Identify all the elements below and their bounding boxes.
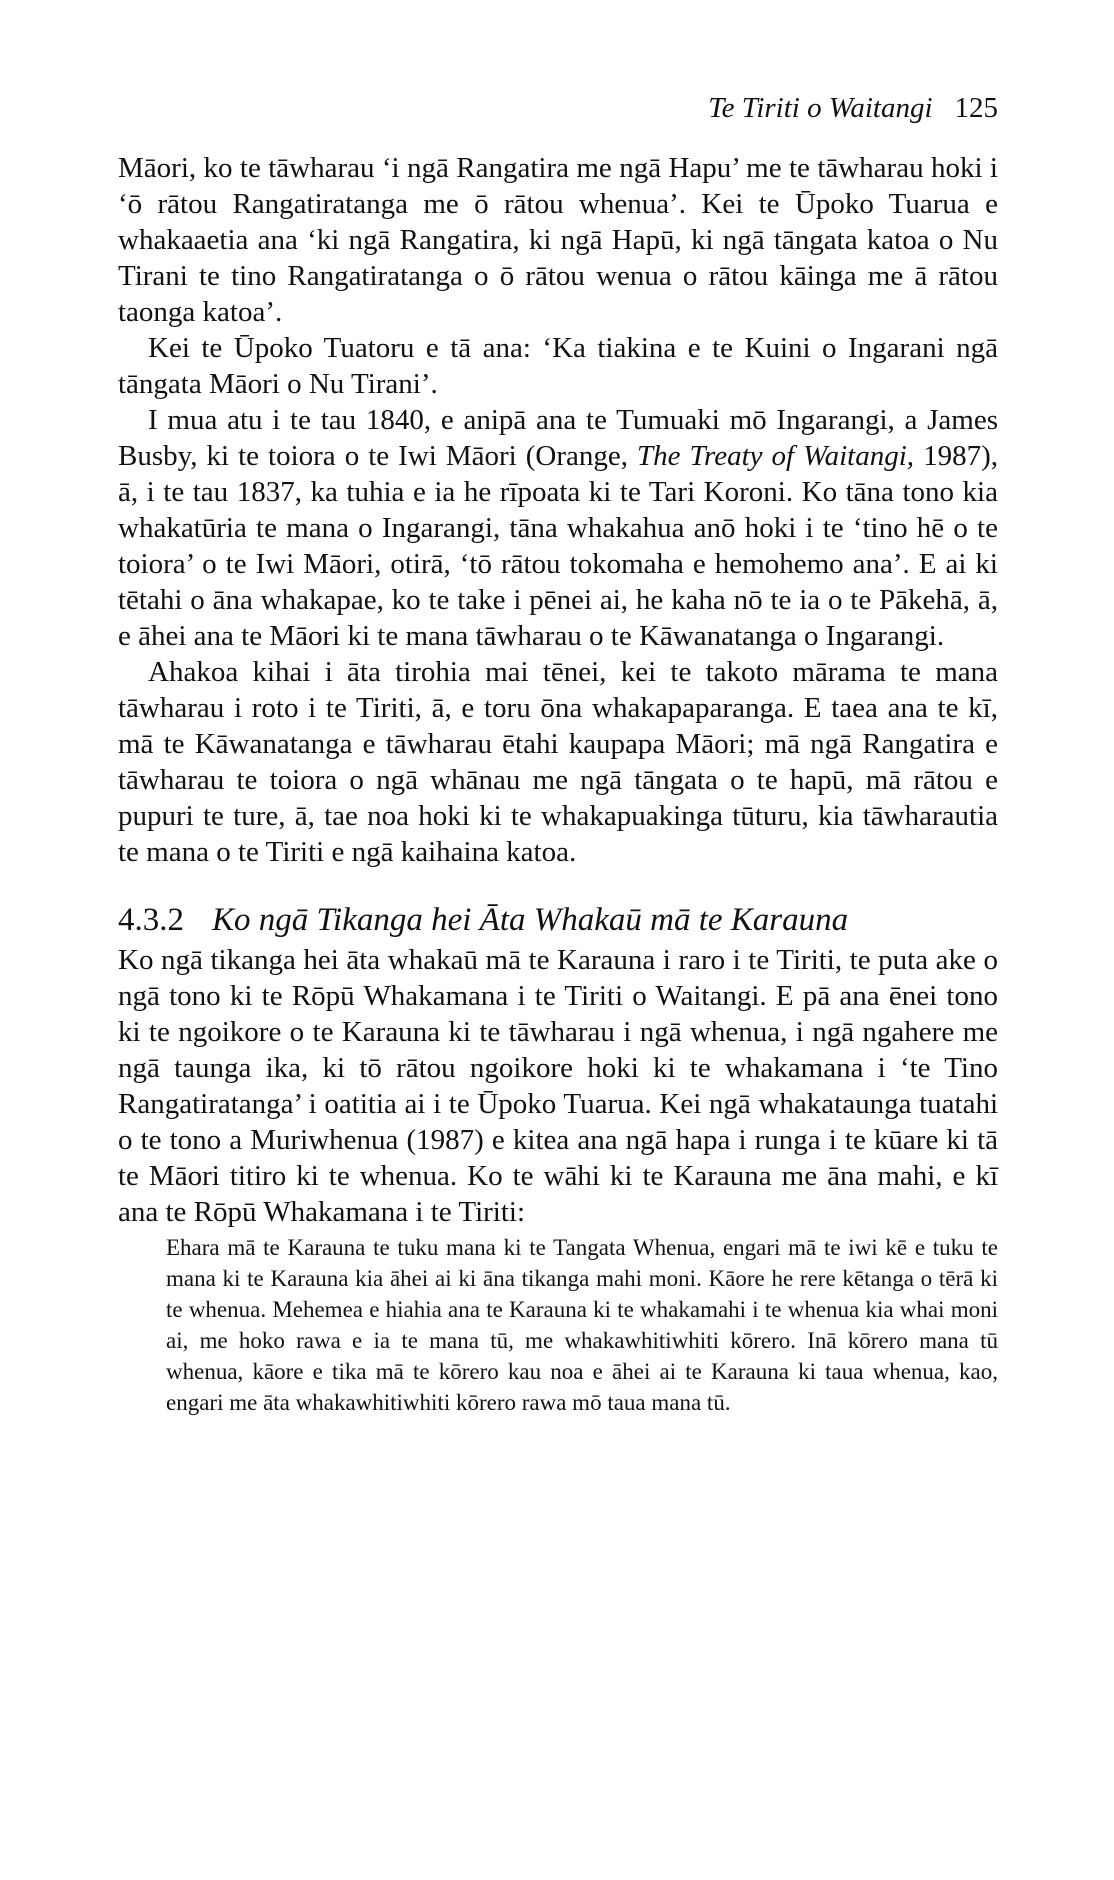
section-heading [118,898,998,942]
page-number: 125 [954,92,998,124]
paragraph-4: Ahakoa kihai i āta tirohia mai tēnei, kei te takoto mārama te mana tāwharau i roto i te Tiriti, ā, e toru ōna whakapaparanga. E taea ana te kī, mā te Kāwanatanga e tāwharau ētahi kaupapa Māori; mā ngā Rangatira e tāwharau te toiora o ngā whānau me ngā tāngata o te hapū, mā rātou e pupuri te ture, ā, tae noa hoki ki te whakapuakinga tūturu, kia tāwharautia te mana o te Tiriti e ngā kaihaina katoa. [118,656,998,868]
paragraph-1: Māori, ko te tāwharau ‘i ngā Rangatira me ngā Hapu’ me te tāwharau hoki i ‘ō rātou Rangatiratanga me ō rātou whenua’. Kei te Ūpoko Tuarua e whakaaetia ana ‘ki ngā Rangatira, ki ngā Hapū, ki ngā tāngata katoa o Nu Tirani te tino Rangatiratanga o ō rātou wenua o rātou kāinga me ā rātou taonga katoa’. [118,152,998,328]
section-title: Ko ngā Tikanga hei Āta Whakaū mā te Karauna [212,902,849,938]
running-head-title: Te Tiriti o Waitangi [708,92,933,124]
paragraph-3-text-end: 1987), ā, i te tau 1837, ka tuhia e ia he rīpoata ki te Tari Koroni. Ko tāna tono kia whakatūria te mana o Ingarangi, tāna whakahua anō hoki i te ‘tino hē o te toiora’ o te Iwi Māori, otirā, ‘tō rātou tokomaha e hemohemo ana’. E ai ki tētahi o āna whakapae, ko te take i pēnei ai, he kaha nō te ia o te Pākehā, ā, e āhei ana te Māori ki te mana tāwharau o te Kāwanatanga o Ingarangi. [118,440,998,652]
running-head [118,88,998,128]
paragraph-3-text-start: I mua atu i te tau 1840, e anipā ana te Tumuaki mō Ingarangi, a James Busby, ki te toiora o te Iwi Māori (Orange, [118,404,998,472]
section-number: 4.3.2 [118,902,184,938]
cited-title: The Treaty of Waitangi, [636,440,915,472]
body-text [118,150,998,1418]
block-quote: Ehara mā te Karauna te tuku mana ki te Tangata Whenua, engari mā te iwi kē e tuku te mana ki te Karauna kia āhei ai ki āna tikanga mahi moni. Kāore he rere kētanga o tērā ki te whenua. Mehemea e hiahia ana te Karauna ki te whakamahi i te whenua kia whai moni ai, me hoko rawa e ia te mana tū, me whakawhitiwhiti kōrero. Inā kōrero mana tū whenua, kāore e tika mā te kōrero kau noa e āhei ai te Karauna ki taua whenua, kao, engari me āta whakawhitiwhiti kōrero rawa mō taua mana tū. [166,1235,998,1415]
paragraph-2: Kei te Ūpoko Tuatoru e tā ana: ‘Ka tiakina e te Kuini o Ingarani ngā tāngata Māori o Nu Tirani’. [118,332,998,400]
paragraph-3 [118,402,998,654]
section-paragraph: Ko ngā tikanga hei āta whakaū mā te Karauna i raro i te Tiriti, te puta ake o ngā tono ki te Rōpū Whakamana i te Tiriti o Waitangi. E pā ana ēnei tono ki te ngoikore o te Karauna ki te tāwharau i ngā whenua, i ngā ngahere me ngā taunga ika, ki tō rātou ngoikore hoki ki te whakamana i ‘te Tino Rangatiratanga’ i oatitia ai i te Ūpoko Tuarua. Kei ngā whakataunga tuatahi o te tono a Muriwhenua (1987) e kitea ana ngā hapa i runga i te kūare ki tā te Māori titiro ki te whenua. Ko te wāhi ki te Karauna me āna mahi, e kī ana te Rōpū Whakamana i te Tiriti: [118,944,998,1228]
